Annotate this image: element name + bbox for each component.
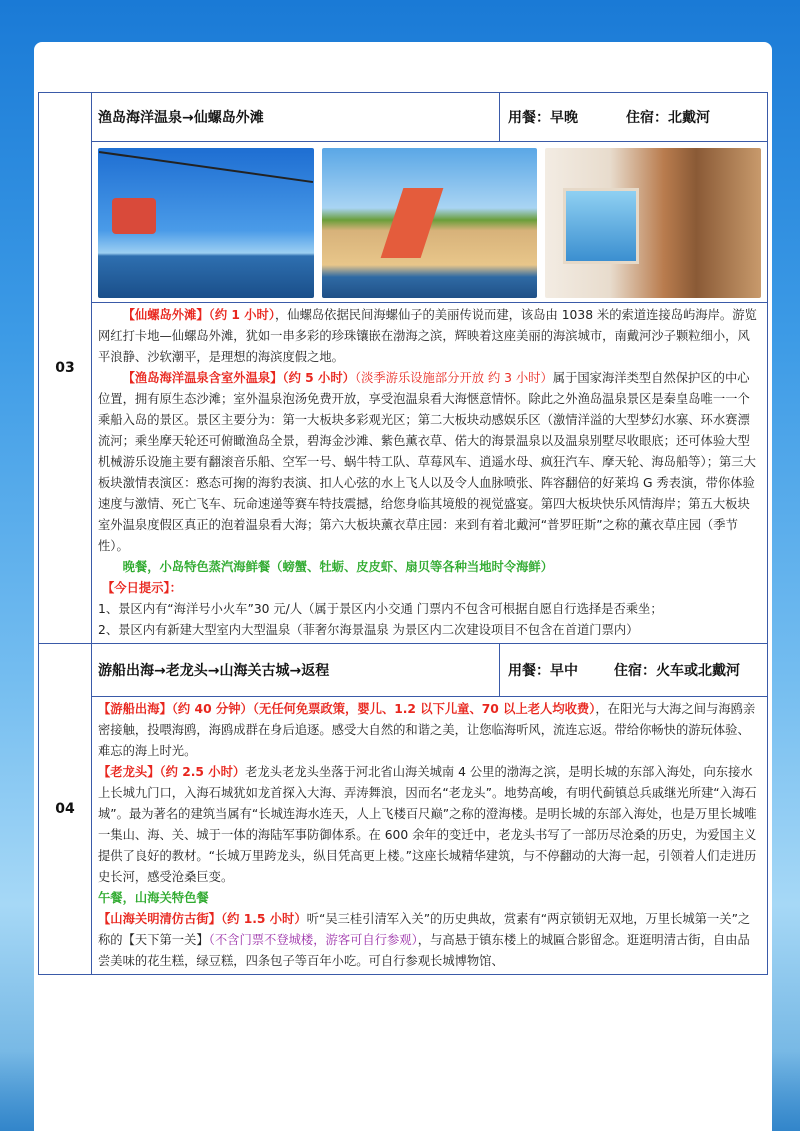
lunch-line: 午餐，山海关特色餐 [98,891,209,905]
meals-label: 用餐：早中 [508,663,578,679]
cable-car-photo [98,148,314,298]
cruise-text: ，在阳光与大海之间与海鸥亲密接触，投喂海鸥，海鸥成群在身后追逐。感受大自然的和谐之美，让您临海听风，流连忘返。带给你畅快的游玩体验、难忘的海上时光。 [98,702,756,758]
dinner-line: 晚餐，小岛特色蒸汽海鲜餐（螃蟹、牡蛎、皮皮虾、扇贝等各种当地时令海鲜） [122,560,553,574]
ancient-street-paragraph [98,909,759,972]
stay-label: 住宿：火车或北戴河 [614,663,740,679]
xianluo-heading: 【仙螺岛外滩】（约 1 小时） [122,308,275,322]
day-03-content [92,93,768,644]
day-03-header [92,93,767,141]
water-slide-beach-photo [322,148,538,298]
day-03-meals-stay [500,93,767,141]
meals-label: 用餐：早晚 [508,110,578,126]
tips-heading: 【今日提示】： [102,581,182,595]
first-pass-note: （不含门票不登城楼，游客可自行参观） [208,933,418,947]
yudao-paragraph [98,368,759,557]
cruise-heading: 【游船出海】（约 40 分钟）（无任何免票政策，婴儿、1.2 以下儿童、70 以上老人均收费） [98,702,596,716]
tip-1: 1、景区内有“海洋号小火车”30 元/人（属于景区内小交通 门票内不包含可根据自愿自行选择是否乘坐； [98,602,663,616]
day-03-row [39,93,768,644]
seaside-bookstore-photo [545,148,761,298]
day-number: 03 [39,93,92,644]
yudao-heading: 【渔岛海洋温泉含室外温泉】（约 5 小时） [122,371,355,385]
laolongtou-heading: 【老龙头】（约 2.5 小时） [98,765,246,779]
itinerary-table [38,92,768,975]
tip-2: 2、景区内有新建大型室内大型温泉（菲奢尔海景温泉 为景区内二次建设项目不包含在首道门票内） [98,623,639,637]
cruise-paragraph [98,699,759,762]
xianluo-text: ，仙螺岛依据民间海螺仙子的美丽传说而建，该岛由 1038 米的索道连接岛屿海岸。游览网红打卡地—仙螺岛外滩，犹如一串多彩的珍珠镶嵌在渤海之滨，辉映着这座美丽的海滨城市，南戴河沙子颗粒细小，风平浪静、沙软潮平，是理想的海滨度假之地。 [98,308,757,364]
laolongtou-paragraph [98,762,759,888]
photo-strip [92,142,767,302]
stay-label: 住宿：北戴河 [626,110,710,126]
yudao-text: 属于国家海洋类型自然保护区的中心位置，拥有原生态沙滩；室外温泉泡汤免费开放，享受泡温泉看大海惬意情怀。除此之外渔岛温泉景区是秦皇岛唯一一个乘船入岛的景区。景区主要分为：第一大板块多彩观光区；第二大板块动感娱乐区（激情洋溢的大型梦幻水寨、环水赛漂流河；乘坐摩天轮还可俯瞰渔岛全景，碧海金沙滩、紫色薰衣草、偌大的海景温泉以及温泉别墅尽收眼底；还可体验大型机械游乐设施主要有翻滚音乐船、空军一号、蜗牛特工队、草莓风车、逍遥水母、疯狂汽车、摩天轮、海岛船等）；第三大板块激情表演区：憨态可掬的海豹表演、扣人心弦的水上飞人以及令人血脉喷张、阵容翻倍的好莱坞 G 秀表演，带你体验速度与激情、死亡飞车、玩命速递等赛车特技震撼，给您身临其境般的视觉盛宴。第四大板块快乐风情海岸；第五大板块室外温泉度假区真正的泡着温泉看大海；第六大板块薰衣草庄园：来到有着北戴河“普罗旺斯”之称的薰衣草庄园（季节性）。 [98,371,756,553]
first-pass-mark: 【天下第一关】 [122,933,209,947]
ancient-street-heading: 【山海关明清仿古街】（约 1.5 小时） [98,912,307,926]
day-04-meals-stay [500,644,767,696]
day-03-description [92,303,767,643]
day-04-header [92,644,767,696]
ancient-street-text-2: ，与高悬于镇东楼上的城匾合影留念。逛逛明清古街，自由品尝美味的花生糕，绿豆糕，四条包子等百年小吃。可自行参观长城博物馆、 [98,933,750,968]
xianluo-paragraph [98,305,759,368]
yudao-note: （淡季游乐设施部分开放 约 3 小时） [354,371,553,385]
itinerary-card [34,42,772,1131]
day-04-title: 游船出海→老龙头→山海关古城→返程 [92,644,500,696]
day-number: 04 [39,644,92,975]
day-03-title: 渔岛海洋温泉→仙螺岛外滩 [92,93,500,141]
day-04-row [39,644,768,975]
day-04-description [92,697,767,974]
day-04-content [92,644,768,975]
laolongtou-text: 老龙头老龙头坐落于河北省山海关城南 4 公里的渤海之滨，是明长城的东部入海处，向东接水上长城九门口，入海石城犹如龙首探入大海、弄涛舞浪，因而名“老龙头”。地势高峻，有明代蓟镇总兵戚继光所建“入海石城”。最为著名的建筑当属有“长城连海水连天，人上飞楼百尺巅”之称的澄海楼。是明长城的东部入海处，也是万里长城唯一集山、海、关、城于一体的海陆军事防御体系。在 600 余年的变迁中，老龙头书写了一部历尽沧桑的历史，为爱国主义提供了良好的教材。“长城万里跨龙头，纵目凭高更上楼。”这座长城精华建筑，与不停翻动的大海一起，引领着人们走进历史长河，感受沧桑巨变。 [98,765,757,884]
ancient-street-text-1: 听“吴三桂引清军入关”的历史典故，赏素有“两京锁钥无双地，万里长城第一关”之称的 [98,912,751,947]
